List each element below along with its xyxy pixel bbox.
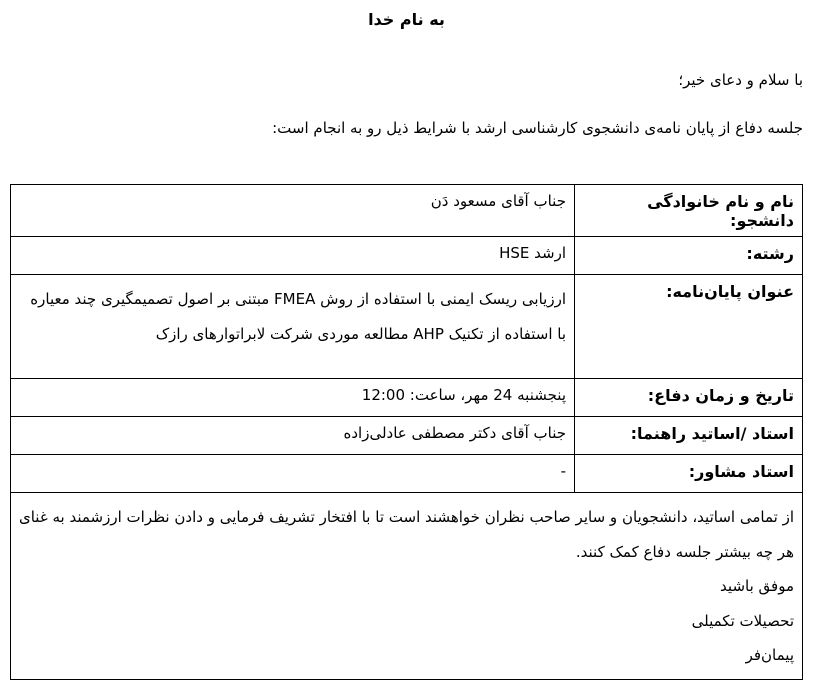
student-name-value: جناب آقای مسعود دَن	[11, 185, 575, 237]
table-row-footer	[11, 493, 803, 680]
footer-invitation-message: از تمامی اساتید، دانشجویان و سایر صاحب نظران خواهشند است تا با افتخار تشریف فرمایی و دادن نظرات ارزشمند به غنای هر چه بیشتر جلسه دفاع کمک کنند.	[19, 508, 794, 561]
advisor-label: استاد مشاور:	[575, 455, 803, 493]
supervisor-label: استاد /اساتید راهنما:	[575, 417, 803, 455]
thesis-title-value: ارزیابی ریسک ایمنی با استفاده از روش FMEA مبتنی بر اصول تصمیمگیری چند معیاره با استفاده از تکنیک AHP مطالعه موردی شرکت لابراتوارهای رازک	[11, 275, 575, 379]
thesis-title-label: عنوان پایان‌نامه:	[575, 275, 803, 379]
footer-department: تحصیلات تکمیلی	[691, 611, 794, 630]
advisor-value: -	[11, 455, 575, 493]
greeting-line: با سلام و دعای خیر؛	[678, 71, 803, 89]
major-label: رشته:	[575, 237, 803, 275]
footer-signature: پیمان‌فر	[745, 646, 794, 664]
table-row-major	[11, 237, 803, 275]
footer-closing: موفق باشید	[720, 577, 794, 595]
document-title: به نام خدا	[368, 10, 445, 29]
major-value: ارشد HSE	[11, 237, 575, 275]
defense-datetime-value: پنجشنبه 24 مهر، ساعت: 12:00	[11, 379, 575, 417]
intro-line: جلسه دفاع از پایان نامه‌ی دانشجوی کارشناسی ارشد با شرایط ذیل رو به انجام است:	[272, 119, 803, 137]
defense-info-table	[10, 184, 803, 680]
defense-datetime-label: تاریخ و زمان دفاع:	[575, 379, 803, 417]
table-row-advisor	[11, 455, 803, 493]
table-row-defense-datetime	[11, 379, 803, 417]
supervisor-value: جناب آقای دکتر مصطفی عادلی‌زاده	[11, 417, 575, 455]
table-row-student-name	[11, 185, 803, 237]
table-row-supervisor	[11, 417, 803, 455]
student-name-label: نام و نام خانوادگی دانشجو:	[575, 185, 803, 237]
table-row-thesis-title	[11, 275, 803, 379]
footer-cell	[11, 493, 803, 680]
